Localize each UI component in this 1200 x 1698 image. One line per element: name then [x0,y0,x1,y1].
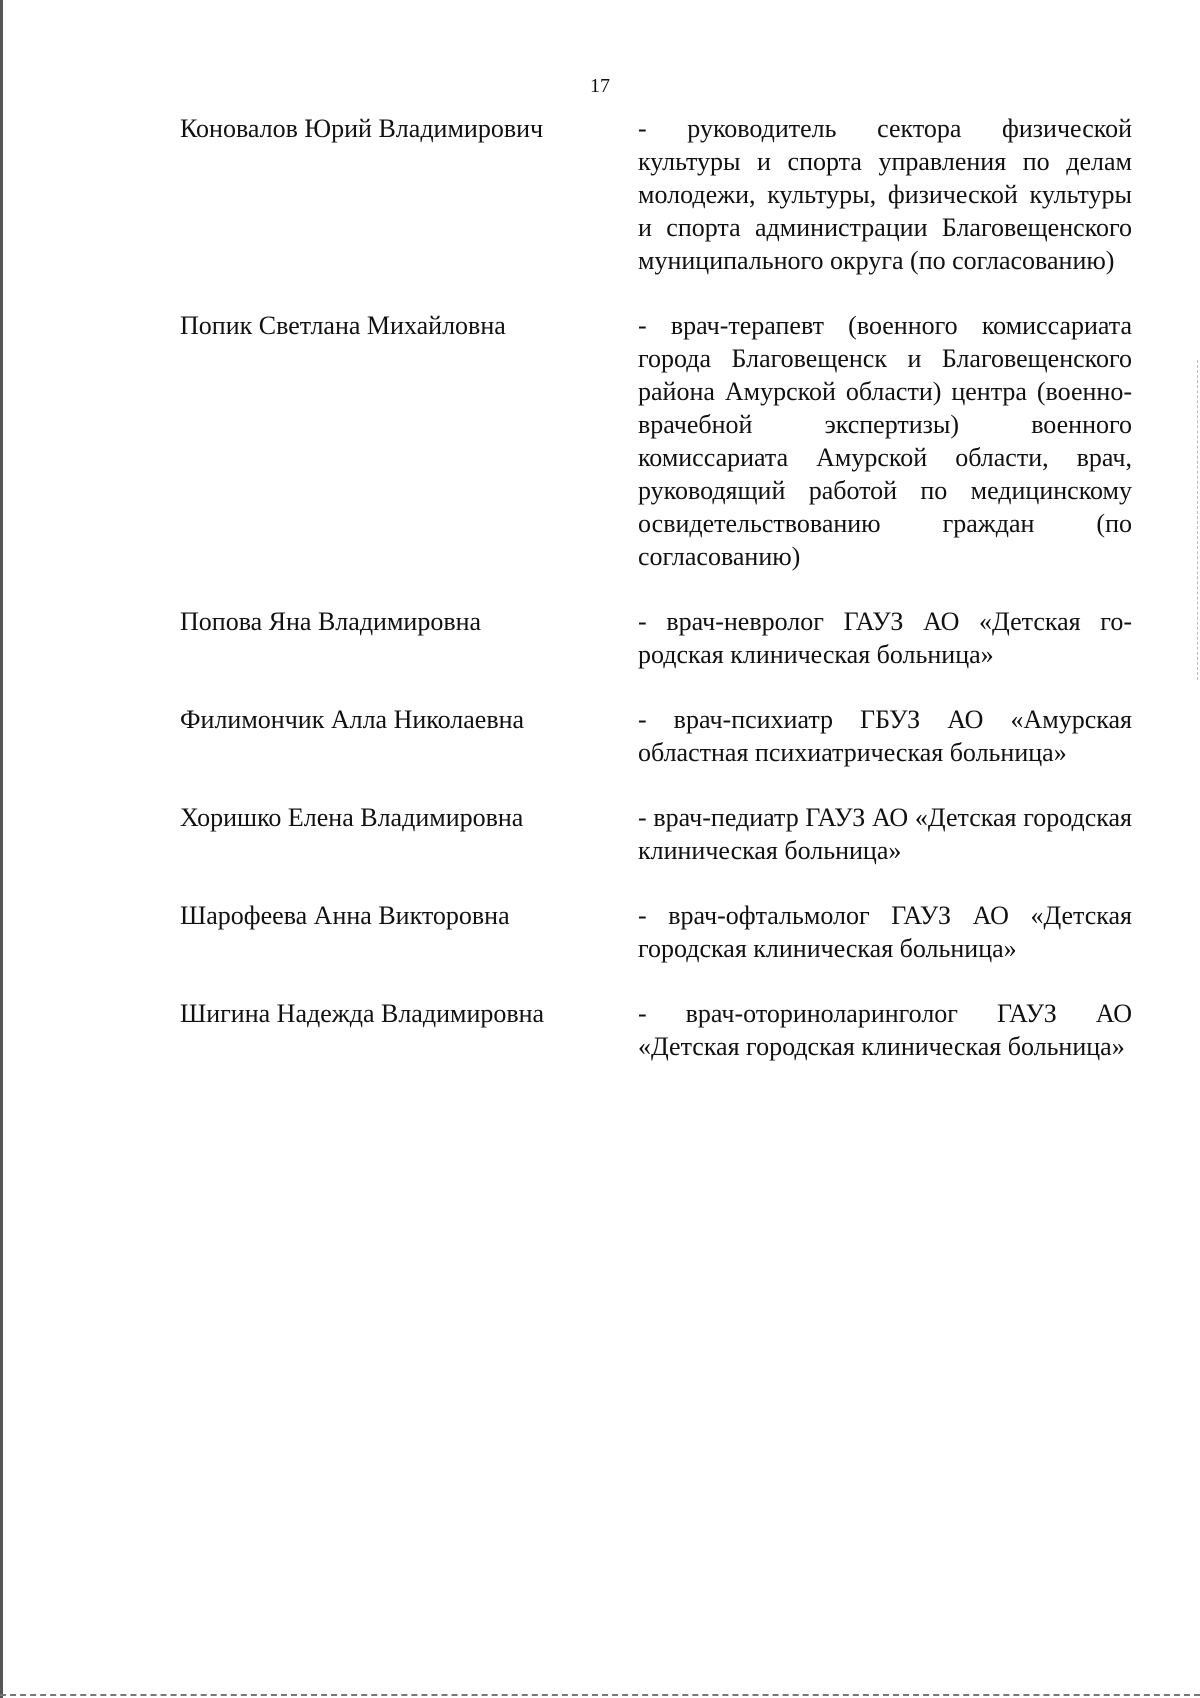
scan-edge-bottom [0,1694,1200,1696]
member-name: Попик Светлана Михайловна [180,311,506,340]
member-name: Шарофеева Анна Викторовна [180,901,510,930]
member-name: Хоришко Елена Владимировна [180,803,524,832]
member-role: - врач-офтальмолог ГАУЗ АО «Детская городская клиническая больница» [638,901,1132,963]
member-entry [180,997,1132,1063]
member-name: Коновалов Юрий Владимирович [180,114,544,143]
member-role: - руководитель сектора физической культуры и спорта управления по делам молодежи, культуры, физической культуры и спорта администрации Благовещенского муниципального округа (по согласованию) [638,114,1132,275]
member-name: Филимончик Алла Николаевна [180,705,525,734]
member-role: - врач-невролог ГАУЗ АО «Детская городская клиническая больница» [638,607,1132,669]
scan-edge-left [0,0,3,1698]
member-entry [180,801,1132,867]
member-entry [180,703,1132,769]
member-role: - врач-терапевт (военного комиссариата города Благовещенск и Благовещенского района Амурской области) центра (военно-врачебной экспертизы) военного комиссариата Амурской области, врач, руководящий работой по медицинскому освидетельствованию граждан (по согласованию) [638,311,1132,571]
member-name: Шигина Надежда Владимировна [180,999,545,1028]
member-entry [180,899,1132,965]
page-number: 17 [590,75,610,97]
member-role: - врач-оториноларинголог ГАУЗ АО «Детская городская клиническая больница» [638,999,1132,1061]
member-name: Попова Яна Владимировна [180,607,482,636]
commission-member-list [180,112,1132,1095]
member-entry [180,605,1132,671]
member-entry [180,309,1132,573]
member-role: - врач-психиатр ГБУЗ АО «Амурская областная психиатрическая больница» [638,705,1132,767]
member-entry [180,112,1132,277]
scan-edge-right [1197,360,1198,680]
member-role: - врач-педиатр ГАУЗ АО «Детская городская клиническая больница» [638,803,1132,865]
